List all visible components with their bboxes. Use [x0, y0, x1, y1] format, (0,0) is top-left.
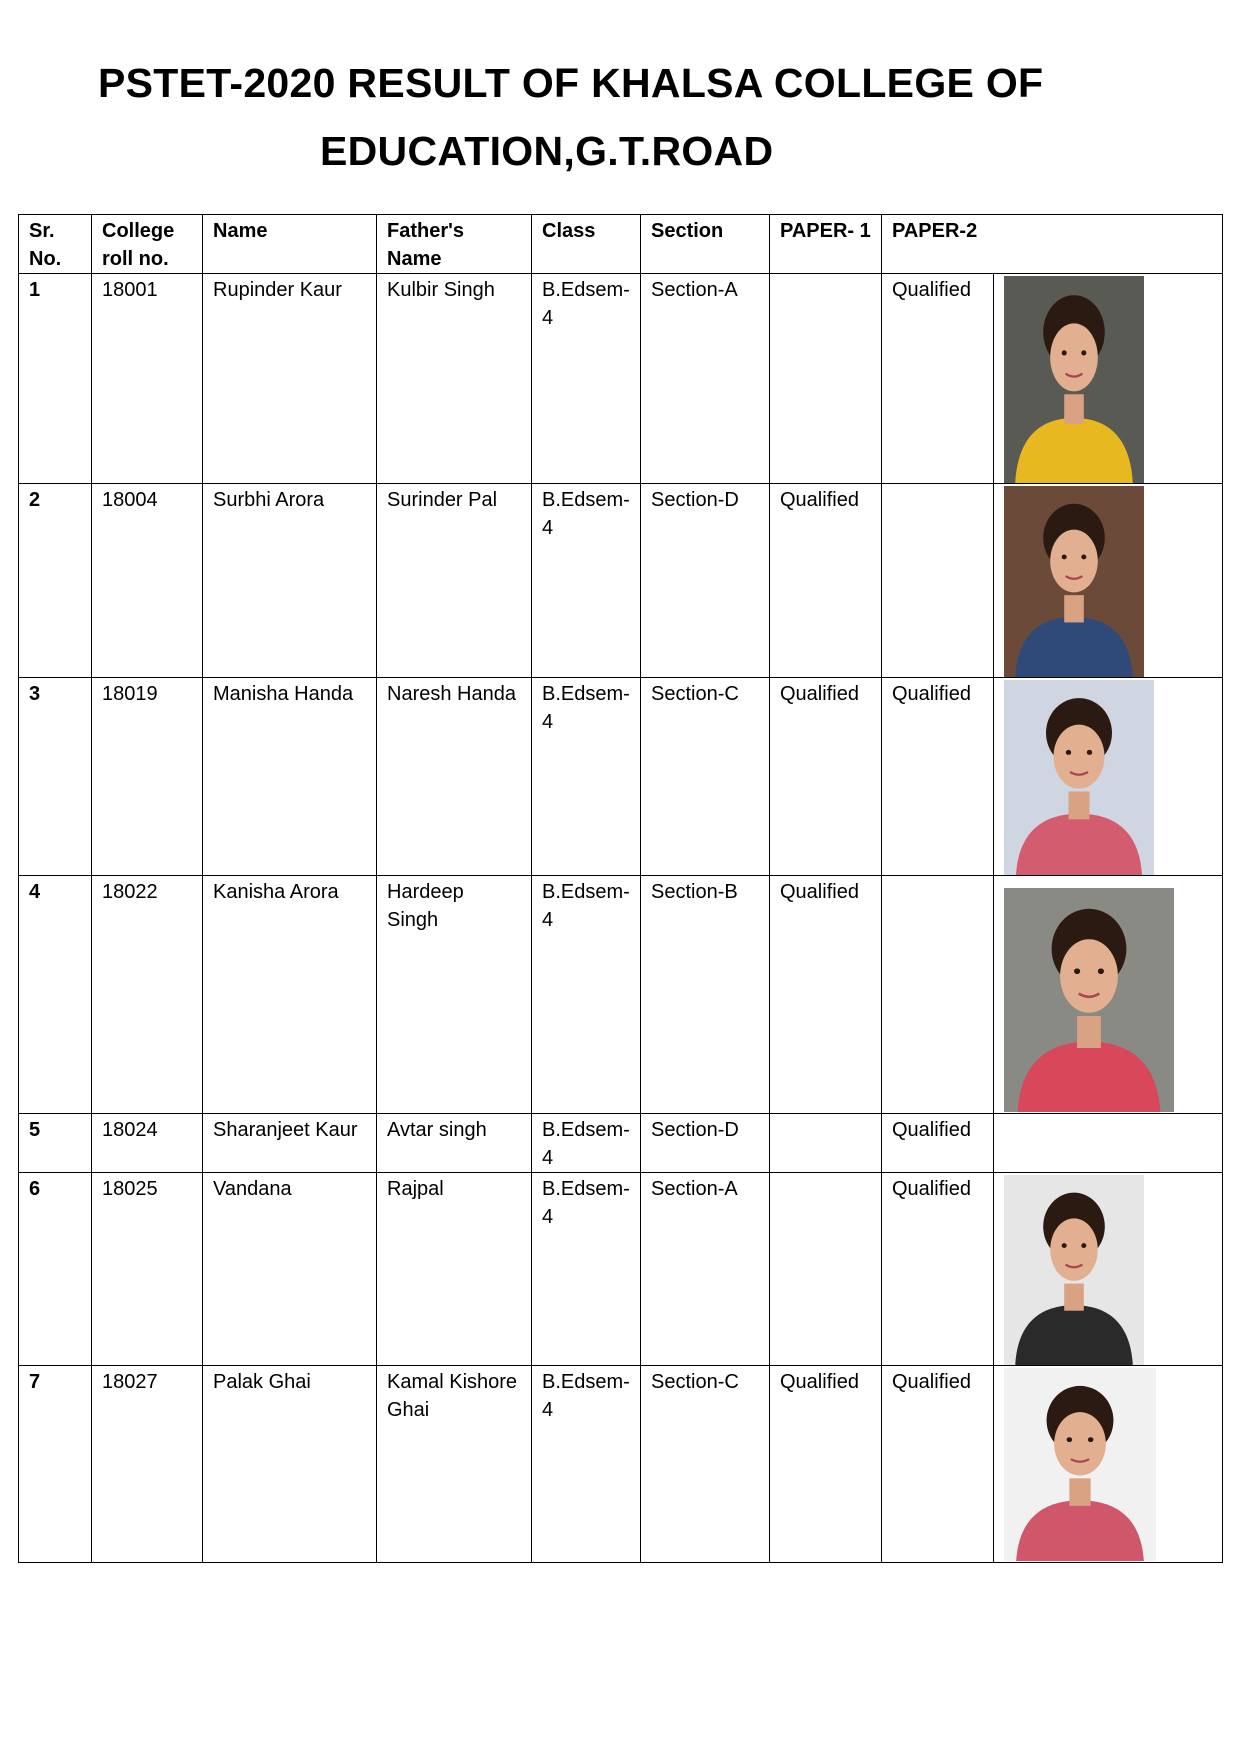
cell-sr: 3 — [19, 678, 92, 876]
cell-section: Section-A — [641, 274, 770, 484]
portrait-image — [1004, 1175, 1144, 1365]
cell-class: B.Edsem- 4 — [532, 1114, 641, 1173]
header-father-name: Father's Name — [377, 215, 532, 274]
table-row — [19, 1114, 1223, 1173]
cell-father: Kulbir Singh — [377, 274, 532, 484]
cell-paper-1 — [770, 1114, 882, 1173]
cell-paper-2: Qualified — [882, 1366, 994, 1563]
student-photo — [1004, 486, 1144, 677]
portrait-image — [1004, 680, 1154, 875]
header-section: Section — [641, 215, 770, 274]
cell-photo — [994, 1114, 1223, 1173]
cell-name: Sharanjeet Kaur — [203, 1114, 377, 1173]
cell-paper-2: Qualified — [882, 1114, 994, 1173]
cell-class: B.Edsem- 4 — [532, 1366, 641, 1563]
result-table — [18, 214, 1223, 1563]
header-paper-1: PAPER- 1 — [770, 215, 882, 274]
portrait-image — [1004, 888, 1174, 1112]
portrait-image — [1004, 276, 1144, 483]
cell-sr: 5 — [19, 1114, 92, 1173]
table-row — [19, 876, 1223, 1114]
cell-section: Section-C — [641, 1366, 770, 1563]
student-photo — [1004, 680, 1154, 875]
header-name: Name — [203, 215, 377, 274]
student-photo — [1004, 1175, 1144, 1365]
cell-roll: 18027 — [92, 1366, 203, 1563]
student-photo — [1004, 276, 1144, 483]
cell-roll: 18001 — [92, 274, 203, 484]
cell-class: B.Edsem- 4 — [532, 484, 641, 678]
cell-paper-2 — [882, 876, 994, 1114]
header-sr-no: Sr. No. — [19, 215, 92, 274]
cell-photo — [994, 876, 1223, 1114]
cell-father: Hardeep Singh — [377, 876, 532, 1114]
cell-paper-2 — [882, 484, 994, 678]
cell-section: Section-D — [641, 484, 770, 678]
cell-class: B.Edsem- 4 — [532, 678, 641, 876]
cell-name: Surbhi Arora — [203, 484, 377, 678]
cell-name: Vandana — [203, 1173, 377, 1366]
cell-sr: 1 — [19, 274, 92, 484]
cell-roll: 18019 — [92, 678, 203, 876]
student-photo — [1004, 888, 1174, 1112]
cell-father: Rajpal — [377, 1173, 532, 1366]
student-photo — [1004, 1368, 1156, 1561]
cell-photo — [994, 1173, 1223, 1366]
cell-class: B.Edsem- 4 — [532, 876, 641, 1114]
cell-paper-2: Qualified — [882, 678, 994, 876]
cell-father: Naresh Handa — [377, 678, 532, 876]
cell-sr: 2 — [19, 484, 92, 678]
cell-name: Rupinder Kaur — [203, 274, 377, 484]
cell-sr: 7 — [19, 1366, 92, 1563]
cell-photo — [994, 678, 1223, 876]
cell-sr: 6 — [19, 1173, 92, 1366]
cell-sr: 4 — [19, 876, 92, 1114]
cell-paper-1: Qualified — [770, 876, 882, 1114]
header-paper-2: PAPER-2 — [882, 215, 1223, 274]
cell-father: Surinder Pal — [377, 484, 532, 678]
cell-section: Section-B — [641, 876, 770, 1114]
cell-name: Kanisha Arora — [203, 876, 377, 1114]
portrait-image — [1004, 486, 1144, 677]
table-row — [19, 484, 1223, 678]
cell-roll: 18022 — [92, 876, 203, 1114]
page-title-line-1: PSTET-2020 RESULT OF KHALSA COLLEGE OF — [98, 60, 1044, 106]
table-row — [19, 274, 1223, 484]
header-class: Class — [532, 215, 641, 274]
cell-paper-2: Qualified — [882, 274, 994, 484]
cell-class: B.Edsem- 4 — [532, 274, 641, 484]
portrait-image — [1004, 1368, 1156, 1561]
cell-paper-1 — [770, 274, 882, 484]
cell-photo — [994, 484, 1223, 678]
cell-paper-1: Qualified — [770, 484, 882, 678]
cell-name: Manisha Handa — [203, 678, 377, 876]
table-row — [19, 1366, 1223, 1563]
table-row — [19, 678, 1223, 876]
cell-roll: 18024 — [92, 1114, 203, 1173]
cell-section: Section-D — [641, 1114, 770, 1173]
cell-paper-2: Qualified — [882, 1173, 994, 1366]
cell-father: Avtar singh — [377, 1114, 532, 1173]
cell-photo — [994, 274, 1223, 484]
cell-section: Section-A — [641, 1173, 770, 1366]
cell-paper-1 — [770, 1173, 882, 1366]
page-title-line-2: EDUCATION,G.T.ROAD — [320, 128, 774, 174]
table-header-row — [19, 215, 1223, 274]
cell-roll: 18004 — [92, 484, 203, 678]
cell-name: Palak Ghai — [203, 1366, 377, 1563]
cell-paper-1: Qualified — [770, 1366, 882, 1563]
cell-class: B.Edsem- 4 — [532, 1173, 641, 1366]
header-roll-no: College roll no. — [92, 215, 203, 274]
cell-father: Kamal Kishore Ghai — [377, 1366, 532, 1563]
cell-paper-1: Qualified — [770, 678, 882, 876]
table-row — [19, 1173, 1223, 1366]
cell-section: Section-C — [641, 678, 770, 876]
cell-roll: 18025 — [92, 1173, 203, 1366]
cell-photo — [994, 1366, 1223, 1563]
